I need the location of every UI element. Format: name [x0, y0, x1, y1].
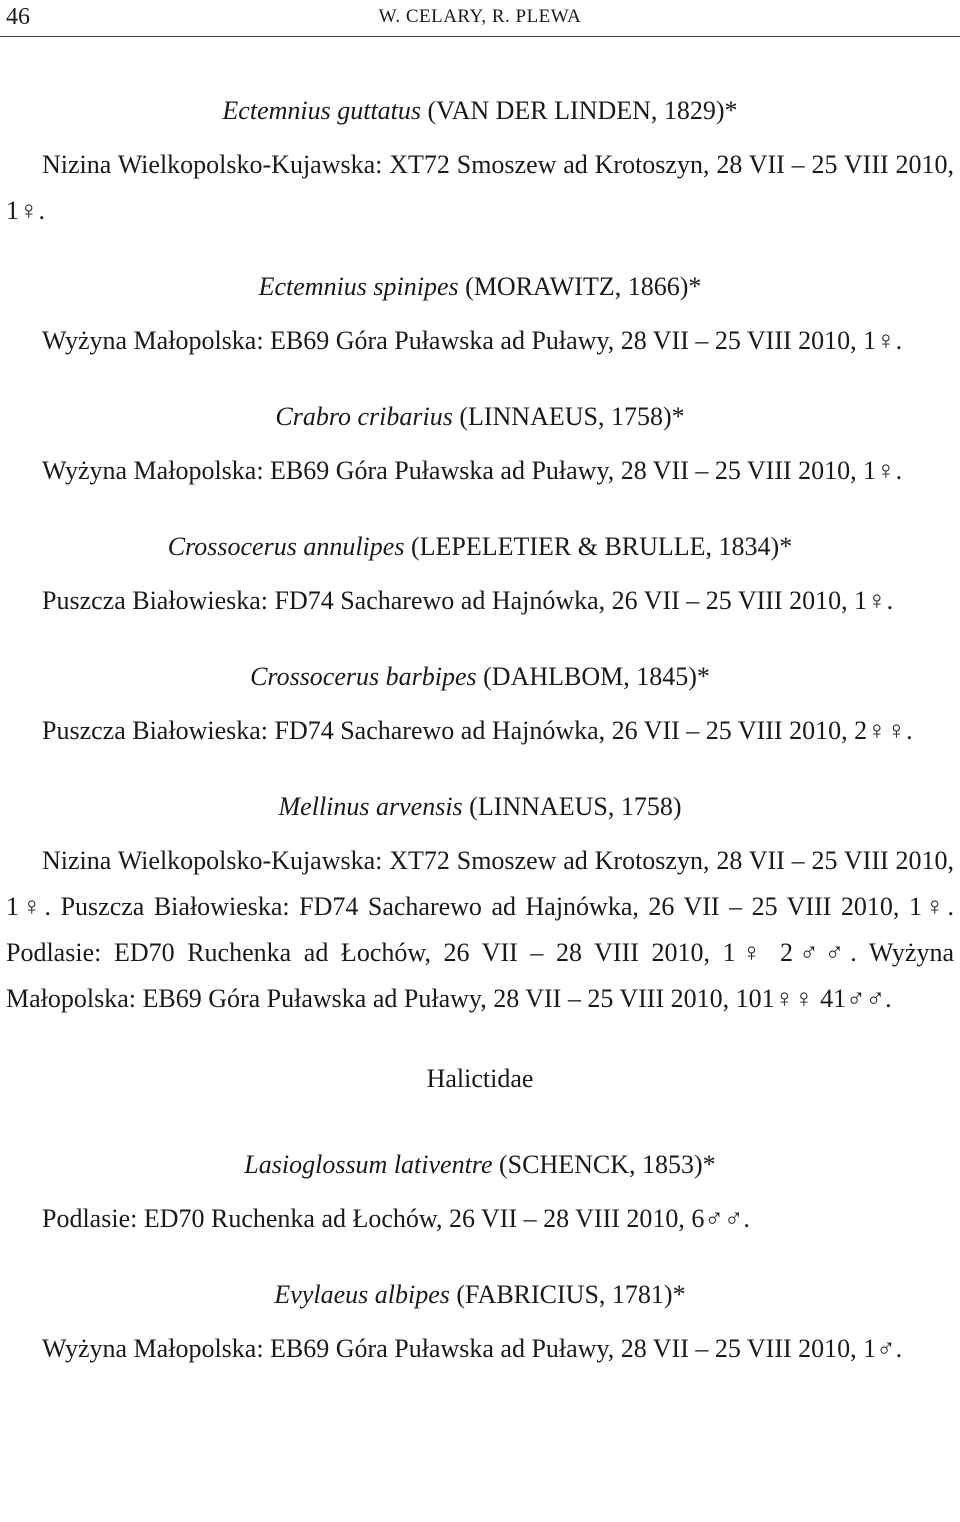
species-record: Podlasie: ED70 Ruchenka ad Łochów, 26 VII – 28 VIII 2010, 6♂♂.: [42, 1204, 750, 1233]
species-title: [6, 264, 954, 310]
species-author: (DAHLBOM, 1845)*: [483, 662, 710, 691]
species-name: Crossocerus annulipes: [167, 532, 405, 561]
species-entry: [6, 264, 954, 364]
family-heading: Halictidae: [426, 1064, 534, 1093]
species-entry: [6, 1272, 954, 1372]
running-head: W. CELARY, R. PLEWA: [378, 6, 582, 27]
species-entry: [6, 88, 954, 234]
page-number: 46: [6, 4, 30, 30]
species-title: [6, 1142, 954, 1188]
species-record: Puszcza Białowieska: FD74 Sacharewo ad Hajnówka, 26 VII – 25 VIII 2010, 2♀♀.: [42, 716, 913, 745]
species-record: Wyżyna Małopolska: EB69 Góra Puławska ad Puławy, 28 VII – 25 VIII 2010, 1♀.: [42, 456, 903, 485]
page-header: [0, 0, 960, 37]
species-title: [6, 1272, 954, 1318]
species-record: Wyżyna Małopolska: EB69 Góra Puławska ad Puławy, 28 VII – 25 VIII 2010, 1♂.: [42, 1334, 903, 1363]
species-name: Crabro cribarius: [275, 402, 453, 431]
species-entry: [6, 394, 954, 494]
species-record: Nizina Wielkopolsko-Kujawska: XT72 Smoszew ad Krotoszyn, 28 VII – 25 VIII 2010, 1♀. Puszcza Białowieska: FD74 Sacharewo ad Hajnówka, 26 VII – 25 VIII 2010, 1♀. Podlasie: ED70 Ruchenka ad Łochów, 26 VII – 28 VIII 2010, 1♀ 2♂♂. Wyżyna Małopolska: EB69 Góra Puławska ad Puławy, 28 VII – 25 VIII 2010, 101♀♀ 41♂♂.: [6, 846, 954, 1013]
species-title: [6, 784, 954, 830]
species-title: [6, 524, 954, 570]
article-body: [6, 88, 954, 1402]
species-name: Crossocerus barbipes: [250, 662, 477, 691]
species-title: [6, 394, 954, 440]
species-entry: [6, 784, 954, 1022]
species-author: (LEPELETIER & BRULLE, 1834)*: [410, 532, 793, 561]
species-name: Ectemnius guttatus: [222, 96, 422, 125]
species-author: (MORAWITZ, 1866)*: [465, 272, 702, 301]
species-author: (SCHENCK, 1853)*: [499, 1150, 716, 1179]
species-author: (FABRICIUS, 1781)*: [456, 1280, 686, 1309]
species-record: Nizina Wielkopolsko-Kujawska: XT72 Smoszew ad Krotoszyn, 28 VII – 25 VIII 2010, 1♀.: [6, 150, 954, 225]
species-entry: [6, 524, 954, 624]
species-author: (VAN DER LINDEN, 1829)*: [427, 96, 738, 125]
species-name: Lasioglossum lativentre: [244, 1150, 493, 1179]
species-title: [6, 88, 954, 134]
species-name: Evylaeus albipes: [274, 1280, 450, 1309]
species-entry: [6, 1142, 954, 1242]
species-author: (LINNAEUS, 1758): [469, 792, 682, 821]
species-record: Puszcza Białowieska: FD74 Sacharewo ad Hajnówka, 26 VII – 25 VIII 2010, 1♀.: [42, 586, 894, 615]
species-author: (LINNAEUS, 1758)*: [459, 402, 685, 431]
species-title: [6, 654, 954, 700]
species-entry: [6, 654, 954, 754]
species-name: Mellinus arvensis: [278, 792, 463, 821]
species-name: Ectemnius spinipes: [258, 272, 459, 301]
species-record: Wyżyna Małopolska: EB69 Góra Puławska ad Puławy, 28 VII – 25 VIII 2010, 1♀.: [42, 326, 903, 355]
